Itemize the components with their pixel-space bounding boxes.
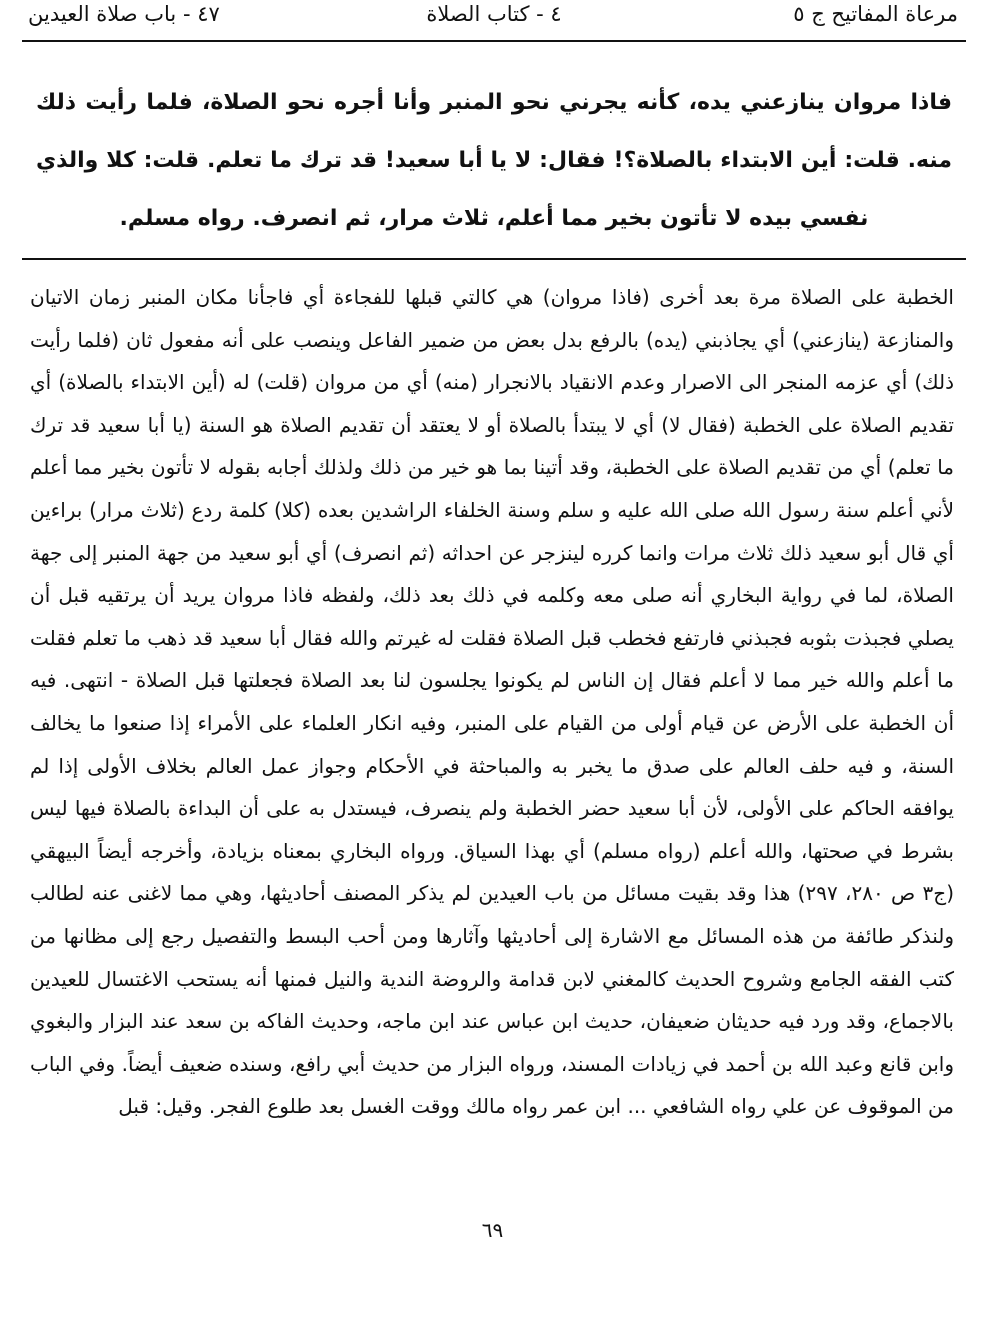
hadith-paragraph: فاذا مروان ينازعني يده، كأنه يجرني نحو المنبر وأنا أجره نحو الصلاة، فلما رأيت ذلك منه. قلت: أين الابتداء بالصلاة؟! فقال: لا يا أبا سعيد! قد ترك ما تعلم. قلت: كلا والذي نفسي بيده لا تأتون بخير مما أعلم، ثلاث مرار، ثم انصرف. رواه مسلم. — [36, 90, 952, 231]
header-book-title: مرعاة المفاتيح ج ٥ — [793, 2, 958, 26]
commentary-paragraph: الخطبة على الصلاة مرة بعد أخرى (فاذا مروان) هي كالتي قبلها للفجاءة أي فاجأنا مكان المنبر زمان الاتيان والمنازعة (ينازعني) أي يجاذبني (يده) بالرفع بدل بعض من ضمير الفاعل وينصب على أنه مفعول ثان (فلما رأيت ذلك) أي عزمه المنجر الى الاصرار وعدم الانقياد بالانجرار (منه) أي من مروان (قلت) له (أين الابتداء بالصلاة) أي تقديم الصلاة على الخطبة (فقال لا) أي لا يبتدأ بالصلاة أو لا يعتقد أن تقديم الصلاة هو السنة (يا أبا سعيد قد ترك ما تعلم) أي من تقديم الصلاة على الخطبة، وقد أتينا بما هو خير من ذلك ولذلك أجابه بقوله لا تأتون بخير مما أعلم لأني أعلم سنة رسول الله صلى الله عليه و سلم وسنة الخلفاء الراشدين بعده (كلا) كلمة ردع (ثلاث مرار) براءين أي قال أبو سعيد ذلك ثلاث مرات وانما كرره لينزجر عن احداثه (ثم انصرف) أي أبو سعيد من جهة المنبر إلى جهة الصلاة، لما في رواية البخاري أنه صلى معه وكلمه في ذلك بعد ذلك، ولفظه فاذا مروان يريد أن يرتقيه قبل أن يصلي فجبذت بثوبه فجبذني فارتفع فخطب قبل الصلاة فقلت له غيرتم والله فقال أبا سعيد قد ذهب ما تعلم فقلت ما أعلم والله خير مما لا أعلم فقال إن الناس لم يكونوا يجلسون لنا بعد الصلاة فجعلتها قبل الصلاة - انتهى. فيه أن الخطبة على الأرض عن قيام أولى من القيام على المنبر، وفيه انكار العلماء على الأمراء إذا صنعوا ما يخالف السنة، و فيه حلف العالم على صدق ما يخبر به والمباحثة في الأحكام وجواز عمل العالم بخلاف الأولى إذا لم يوافقه الحاكم على الأولى، لأن أبا سعيد حضر الخطبة ولم ينصرف، فيستدل به على أن البداءة بالصلاة فيها ليس بشرط في صحتها، والله أعلم (رواه مسلم) أي بهذا السياق. ورواه البخاري بمعناه بزيادة، وأخرجه أيضاً البيهقي (ج٣ ص ٢٨٠، ٢٩٧) هذا وقد بقيت مسائل من باب العيدين لم يذكر المصنف أحاديثها، وهي مما لاغنى عنه لطالب ولنذكر طائفة من هذه المسائل مع الاشارة إلى أحاديثها وآثارها ومن أحب البسط والتفصيل رجع إلى مظانها من كتب الفقه الجامع وشروح الحديث كالمغني لابن قدامة والروضة الندية والنيل فمنها أنه يستحب الاغتسال للعيدين بالاجماع، وقد ورد فيه حديثان ضعيفان، حديث ابن عباس عند ابن ماجه، وحديث الفاكه بن سعد عند البزار والبغوي وابن قانع وعبد الله بن أحمد في زيادات المسند، ورواه البزار من حديث أبي رافع، وسنده ضعيف أيضاً. وفي الباب من الموقوف عن علي رواه الشافعي ... ابن عمر رواه مالك ووقت الغسل بعد طلوع الفجر. وقيل: قبل — [30, 285, 954, 1119]
header-section: ٤٧ - باب صلاة العيدين — [28, 2, 220, 26]
section-divider — [22, 258, 966, 260]
header-rule — [22, 40, 966, 42]
commentary-text — [30, 276, 954, 1128]
running-header — [22, 2, 966, 36]
hadith-text — [36, 74, 952, 248]
header-chapter: ٤ - كتاب الصلاة — [426, 2, 562, 26]
page-number: ٦٩ — [481, 1218, 504, 1242]
